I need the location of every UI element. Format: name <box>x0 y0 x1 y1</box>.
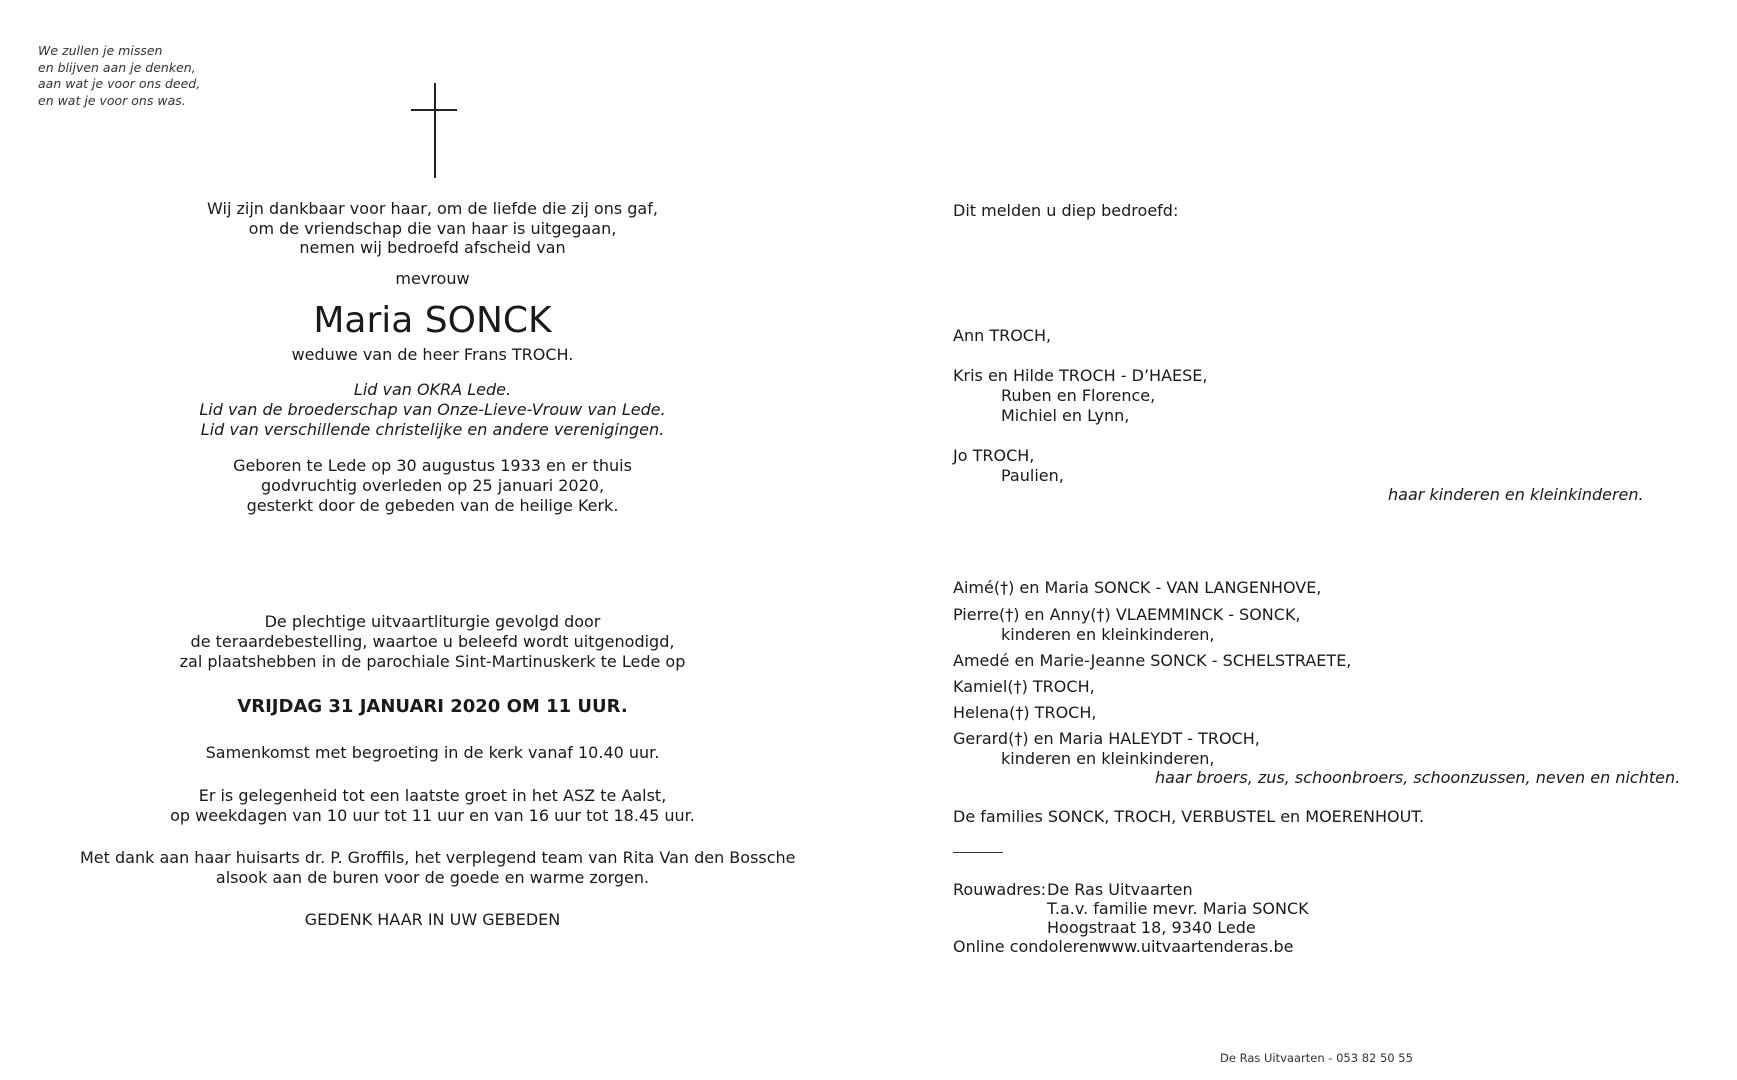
footer: De Ras Uitvaarten - 053 82 50 55 <box>1220 1051 1413 1065</box>
online-label: Online condoleren: <box>953 937 1105 956</box>
children-note: haar kinderen en kleinkinderen. <box>1388 485 1644 504</box>
cross-icon <box>434 83 436 178</box>
deceased-name: Maria SONCK <box>313 300 552 341</box>
funeral-line: zal plaatshebben in de parochiale Sint-Martinuskerk te Lede op <box>179 652 686 671</box>
intro-line: Wij zijn dankbaar voor haar, om de liefde die zij ons gaf, <box>207 199 658 218</box>
gathering-line: Samenkomst met begroeting in de kerk vanaf 10.40 uur. <box>205 743 660 762</box>
membership-line: Lid van OKRA Lede. <box>353 380 512 399</box>
thanks-line: Met dank aan haar huisarts dr. P. Groffils, het verplegend team van Rita Van den Bossche <box>80 848 796 867</box>
poem-line: aan wat je voor ons deed, <box>38 76 201 91</box>
cross-icon-bar <box>411 109 457 111</box>
funeral-line: De plechtige uitvaartliturgie gevolgd door <box>264 612 601 631</box>
membership-line: Lid van de broederschap van Onze-Lieve-Vrouw van Lede. <box>199 400 666 419</box>
family-member: Michiel en Lynn, <box>1001 406 1130 425</box>
poem-line: We zullen je missen <box>38 43 163 58</box>
address-label: Rouwadres: <box>953 880 1047 899</box>
address-line: Hoogstraat 18, 9340 Lede <box>1047 918 1256 937</box>
poem-line: en blijven aan je denken, <box>38 59 196 75</box>
family-member: Amedé en Marie-Jeanne SONCK - SCHELSTRAETE, <box>953 651 1352 670</box>
siblings-note: haar broers, zus, schoonbroers, schoonzussen, neven en nichten. <box>1155 768 1681 787</box>
intro-line: nemen wij bedroefd afscheid van <box>299 238 566 257</box>
family-member: Helena(†) TROCH, <box>953 703 1097 722</box>
family-member: kinderen en kleinkinderen, <box>1001 625 1215 644</box>
divider <box>953 852 1003 853</box>
funeral-line: de teraardebestelling, waartoe u beleefd wordt uitgenodigd, <box>190 632 675 651</box>
visit-line: Er is gelegenheid tot een laatste groet in het ASZ te Aalst, <box>198 786 667 805</box>
family-member: kinderen en kleinkinderen, <box>1001 749 1215 768</box>
online-url: www.uitvaartenderas.be <box>1098 937 1294 956</box>
membership-line: Lid van verschillende christelijke en andere verenigingen. <box>200 420 665 439</box>
closing-line: GEDENK HAAR IN UW GEBEDEN <box>304 910 561 929</box>
family-member: Aimé(†) en Maria SONCK - VAN LANGENHOVE, <box>953 578 1322 597</box>
address-line: De Ras Uitvaarten <box>1047 880 1193 899</box>
family-member: Pierre(†) en Anny(†) VLAEMMINCK - SONCK, <box>953 605 1301 624</box>
family-member: Paulien, <box>1001 466 1064 485</box>
family-member: Ruben en Florence, <box>1001 386 1156 405</box>
thanks-line: alsook aan de buren voor de goede en warme zorgen. <box>215 868 650 887</box>
family-member: Ann TROCH, <box>953 326 1052 345</box>
families-line: De families SONCK, TROCH, VERBUSTEL en MOERENHOUT. <box>953 807 1425 826</box>
funeral-date: VRIJDAG 31 JANUARI 2020 OM 11 UUR. <box>237 696 628 717</box>
intro-line: om de vriendschap die van haar is uitgegaan, <box>248 219 617 238</box>
address-line: T.a.v. familie mevr. Maria SONCK <box>1047 899 1309 918</box>
title: mevrouw <box>395 269 470 288</box>
poem-line: en wat je voor ons was. <box>38 92 186 108</box>
family-member: Kamiel(†) TROCH, <box>953 677 1095 696</box>
widow-line: weduwe van de heer Frans TROCH. <box>291 345 574 364</box>
family-member: Kris en Hilde TROCH - D’HAESE, <box>953 366 1208 385</box>
family-member: Gerard(†) en Maria HALEYDT - TROCH, <box>953 729 1260 748</box>
poem <box>38 43 200 109</box>
born-line: Geboren te Lede op 30 augustus 1933 en er thuis <box>233 456 632 475</box>
announce-line: Dit melden u diep bedroefd: <box>953 201 1179 220</box>
family-member: Jo TROCH, <box>953 446 1035 465</box>
born-line: godvruchtig overleden op 25 januari 2020, <box>260 476 605 495</box>
born-line: gesterkt door de gebeden van de heilige Kerk. <box>246 496 619 515</box>
visit-line: op weekdagen van 10 uur tot 11 uur en van 16 uur tot 18.45 uur. <box>170 806 695 825</box>
